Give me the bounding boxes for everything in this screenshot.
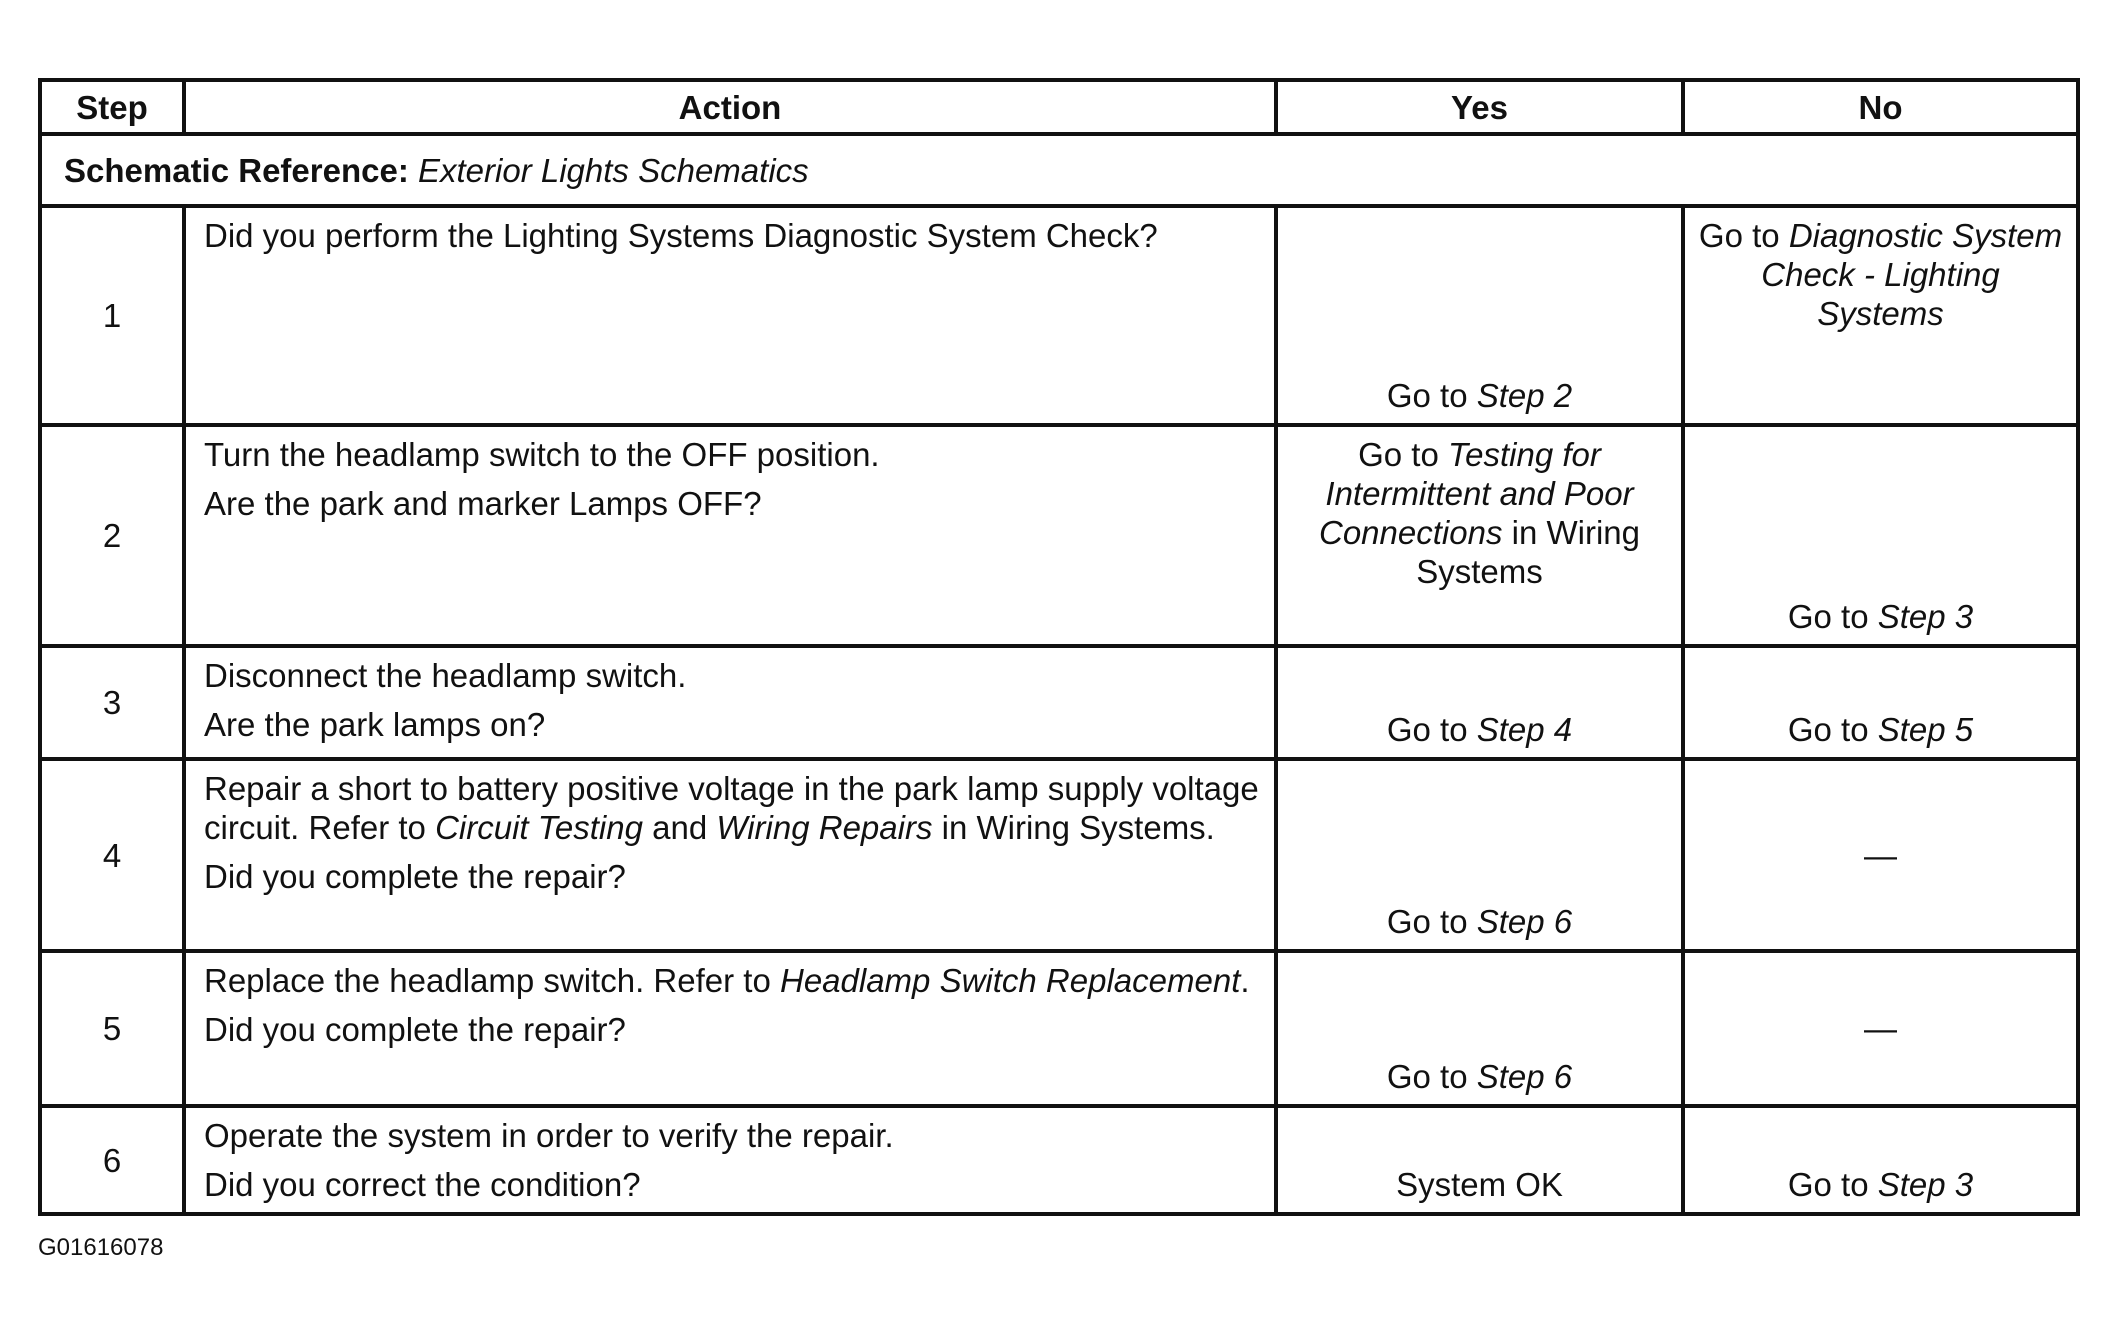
no-prefix: Go to bbox=[1787, 1166, 1878, 1203]
action-text: Operate the system in order to verify the repair. bbox=[204, 1117, 894, 1154]
action-text bbox=[204, 962, 1250, 999]
no-link[interactable]: Step 3 bbox=[1877, 1166, 1974, 1203]
yes-prefix: Go to bbox=[1386, 1058, 1477, 1095]
action-text-part: in Wiring Systems. bbox=[932, 809, 1215, 846]
yes-cell bbox=[1276, 425, 1683, 646]
step-number: 6 bbox=[40, 1106, 184, 1214]
yes-prefix: Go to bbox=[1386, 377, 1477, 414]
yes-cell bbox=[1276, 759, 1683, 951]
no-cell bbox=[1683, 646, 2078, 759]
header-yes: Yes bbox=[1276, 80, 1683, 134]
no-cell bbox=[1683, 759, 2078, 951]
yes-cell bbox=[1276, 206, 1683, 425]
action-question: Are the park and marker Lamps OFF? bbox=[204, 485, 762, 522]
no-cell bbox=[1683, 951, 2078, 1106]
schematic-reference-row bbox=[40, 134, 2078, 206]
no-cell bbox=[1683, 425, 2078, 646]
step-action bbox=[184, 425, 1276, 646]
no-link[interactable]: Step 3 bbox=[1877, 598, 1974, 635]
action-question: Did you correct the condition? bbox=[204, 1166, 641, 1203]
yes-prefix: Go to bbox=[1386, 903, 1477, 940]
step-number: 1 bbox=[40, 206, 184, 425]
yes-link[interactable]: Testing for Intermittent and Poor Connections bbox=[1319, 436, 1634, 551]
wiring-repairs-link[interactable]: Wiring Repairs bbox=[716, 809, 933, 846]
action-text-part: Replace the headlamp switch. Refer to bbox=[204, 962, 780, 999]
schematic-reference bbox=[40, 134, 2078, 206]
table-row bbox=[40, 206, 2078, 425]
action-text: Did you perform the Lighting Systems Diagnostic System Check? bbox=[204, 217, 1158, 254]
yes-link[interactable]: Step 4 bbox=[1476, 711, 1573, 748]
yes-suffix: in Wiring Systems bbox=[1416, 514, 1640, 590]
action-text bbox=[204, 770, 1259, 846]
header-row bbox=[40, 80, 2078, 134]
no-link[interactable]: Diagnostic System Check - Lighting Systems bbox=[1761, 217, 2063, 332]
step-number: 2 bbox=[40, 425, 184, 646]
header-step: Step bbox=[40, 80, 184, 134]
yes-text: System OK bbox=[1396, 1166, 1563, 1203]
yes-link[interactable]: Step 2 bbox=[1476, 377, 1573, 414]
header-no: No bbox=[1683, 80, 2078, 134]
diagnostic-table bbox=[38, 78, 2080, 1216]
no-cell bbox=[1683, 206, 2078, 425]
headlamp-switch-replacement-link[interactable]: Headlamp Switch Replacement bbox=[779, 962, 1241, 999]
schematic-reference-label: Schematic Reference: bbox=[64, 151, 409, 189]
action-text-part: and bbox=[642, 809, 717, 846]
step-action bbox=[184, 1106, 1276, 1214]
table-row bbox=[40, 951, 2078, 1106]
no-cell bbox=[1683, 1106, 2078, 1214]
no-prefix: Go to bbox=[1787, 711, 1878, 748]
table-row bbox=[40, 425, 2078, 646]
action-text: Disconnect the headlamp switch. bbox=[204, 657, 687, 694]
action-question: Did you complete the repair? bbox=[204, 858, 626, 895]
figure-id: G01616078 bbox=[38, 1234, 164, 1261]
no-dash: — bbox=[1864, 1010, 1897, 1047]
no-prefix: Go to bbox=[1698, 217, 1789, 254]
yes-cell bbox=[1276, 646, 1683, 759]
yes-link[interactable]: Step 6 bbox=[1476, 903, 1573, 940]
step-number: 5 bbox=[40, 951, 184, 1106]
step-action bbox=[184, 206, 1276, 425]
no-link[interactable]: Step 5 bbox=[1877, 711, 1974, 748]
table-row bbox=[40, 646, 2078, 759]
action-text-part: . bbox=[1240, 962, 1250, 999]
step-action bbox=[184, 646, 1276, 759]
yes-prefix: Go to bbox=[1358, 436, 1448, 473]
circuit-testing-link[interactable]: Circuit Testing bbox=[435, 809, 643, 846]
header-action: Action bbox=[184, 80, 1276, 134]
yes-cell bbox=[1276, 1106, 1683, 1214]
yes-prefix: Go to bbox=[1386, 711, 1477, 748]
step-action bbox=[184, 951, 1276, 1106]
action-question: Did you complete the repair? bbox=[204, 1011, 626, 1048]
no-prefix: Go to bbox=[1787, 598, 1878, 635]
action-question: Are the park lamps on? bbox=[204, 706, 546, 743]
table-row bbox=[40, 1106, 2078, 1214]
yes-cell bbox=[1276, 951, 1683, 1106]
action-text: Turn the headlamp switch to the OFF position. bbox=[204, 436, 880, 473]
table-row bbox=[40, 759, 2078, 951]
step-number: 4 bbox=[40, 759, 184, 951]
step-number: 3 bbox=[40, 646, 184, 759]
action-text-part: Repair a short to battery positive voltage in the park lamp supply voltage circuit. Refer to bbox=[204, 770, 1259, 846]
schematic-reference-link[interactable]: Exterior Lights Schematics bbox=[418, 151, 809, 189]
yes-link[interactable]: Step 6 bbox=[1476, 1058, 1573, 1095]
step-action bbox=[184, 759, 1276, 951]
no-dash: — bbox=[1864, 836, 1897, 874]
